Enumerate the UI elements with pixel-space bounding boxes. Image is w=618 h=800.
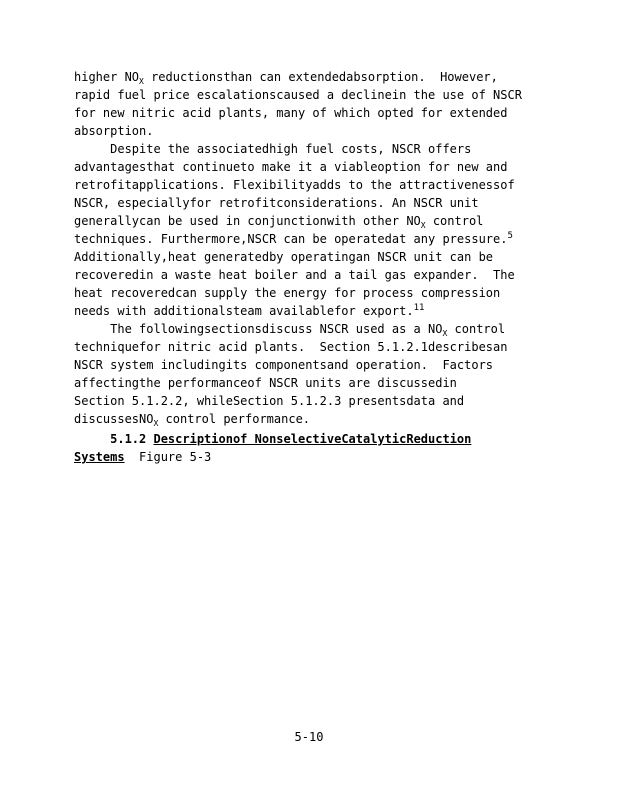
text-line: NSCR, especiallyfor retrofitconsiderations. An NSCR unit bbox=[74, 196, 479, 210]
text-line: NSCR system includingits componentsand operation. Factors bbox=[74, 358, 494, 372]
page-number: 5-10 bbox=[294, 730, 324, 744]
section-title-continued: Systems bbox=[74, 450, 125, 464]
text-line: techniques. Furthermore,NSCR can be operatedat any pressure.$^5$ bbox=[74, 231, 513, 246]
text-line: discussesNO$_X$ control performance. bbox=[74, 412, 311, 428]
text-line: recoveredin a waste heat boiler and a tail gas expander. The bbox=[74, 268, 515, 282]
section-title: Descriptionof NonselectiveCatalyticReduction bbox=[153, 432, 472, 446]
text-line: for new nitric acid plants, many of which opted for extended bbox=[74, 106, 508, 120]
text-line: affectingthe performanceof NSCR units are discussedin bbox=[74, 376, 457, 390]
text-line: advantagesthat continueto make it a viableoption for new and bbox=[74, 160, 508, 174]
text-line: The followingsectionsdiscuss NSCR used as a $NO_X$ control bbox=[74, 322, 506, 338]
section-heading bbox=[74, 432, 471, 446]
text-line: higher $NO_X$ reductionsthan can extendedabsorption. However, bbox=[74, 70, 498, 86]
figure-reference: Figure 5-3 bbox=[124, 450, 212, 464]
section-heading-continued bbox=[74, 450, 211, 464]
text-line: heat recoveredcan supply the energy for process compression bbox=[74, 286, 501, 300]
text-line: Despite the associatedhigh fuel costs, NSCR offers bbox=[74, 142, 472, 156]
text-line: retrofitapplications. Flexibilityadds to the attractivenessof bbox=[74, 178, 515, 192]
text-line: generallycan be used in conjunctionwith other $NO_X$ control bbox=[74, 214, 484, 230]
section-number: 5.1.2 bbox=[110, 432, 154, 446]
text-line: needs with additionalsteam availablefor export.$^{11}$ bbox=[74, 303, 425, 318]
text-line: rapid fuel price escalationscaused a declinein the use of NSCR bbox=[74, 88, 522, 102]
text-line: Additionally,heat generatedby operatingan NSCR unit can be bbox=[74, 250, 494, 264]
text-line: techniquefor nitric acid plants. Section 5.1.2.1describesan bbox=[74, 340, 508, 354]
text-line: absorption. bbox=[74, 124, 154, 138]
text-line: Section 5.1.2.2, whileSection 5.1.2.3 presentsdata and bbox=[74, 394, 465, 408]
